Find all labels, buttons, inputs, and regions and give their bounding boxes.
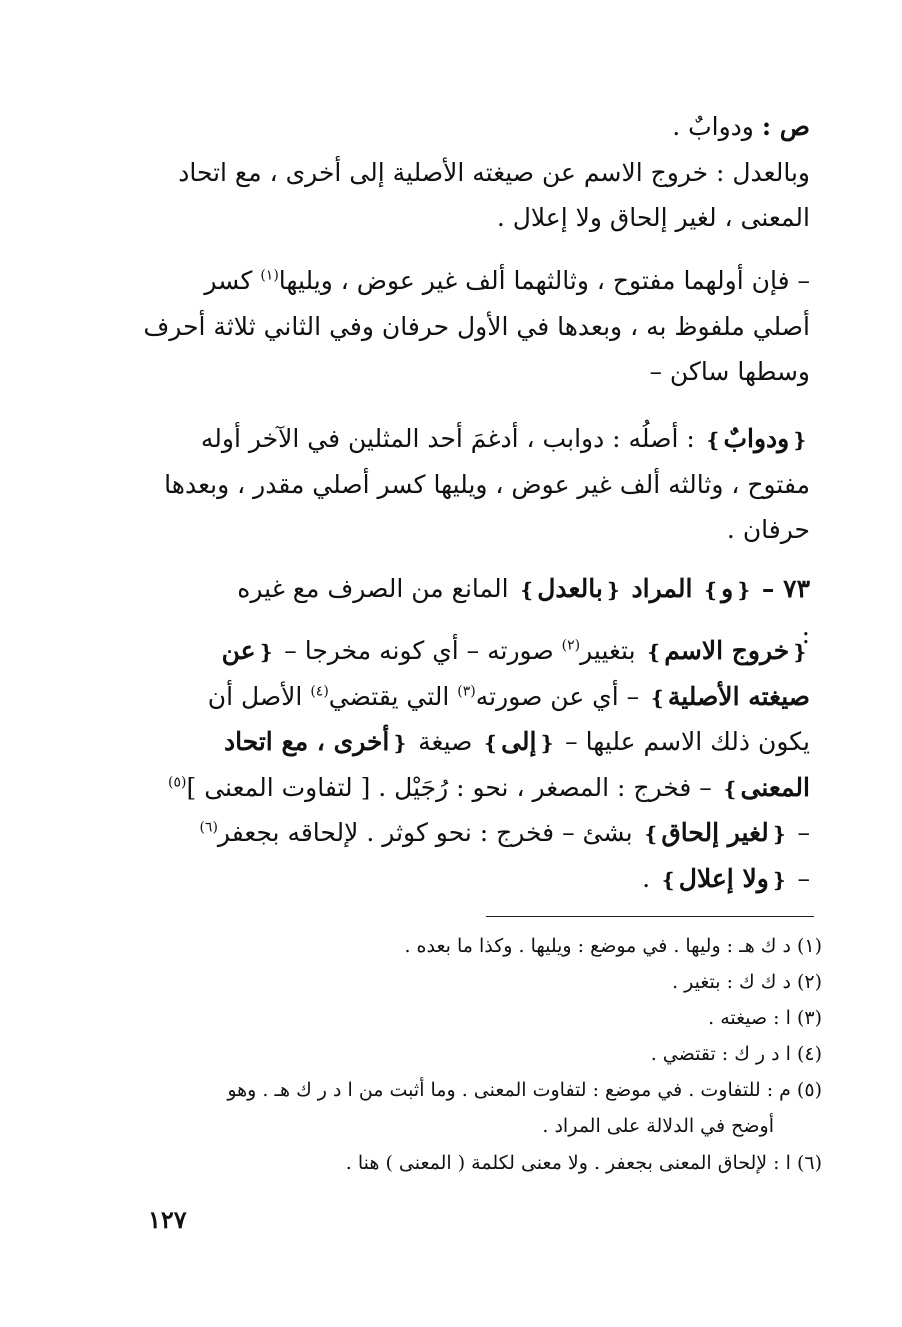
para3-line-1 <box>122 566 810 612</box>
matn-text-0: ودوابٌ . <box>672 112 754 141</box>
ornament-bracket-close: ❵ <box>645 640 663 664</box>
footnote-4: (٤) ا د ر ك : تقتضي . <box>650 1043 822 1066</box>
para4-text: صيغة <box>410 727 481 756</box>
para4-line-5 <box>122 810 810 856</box>
ornament-bracket-close: ❵ <box>518 578 536 602</box>
ornament-bracket-close: ❵ <box>704 428 722 452</box>
footnote-separator <box>486 916 814 917</box>
para4-text: . <box>642 863 659 893</box>
footnote-ref-3: (٣) <box>457 683 476 700</box>
quoted-word: ودوابٌ <box>723 424 790 453</box>
ornament-bracket-open: ❴ <box>391 731 409 755</box>
para4-line-4 <box>122 765 810 811</box>
para1-line-3: وسطها ساكن – <box>649 357 810 386</box>
ornament-bracket-open: ❴ <box>604 578 622 602</box>
quoted-phrase: عن <box>221 636 256 665</box>
ornament-bracket-open: ❴ <box>770 867 788 892</box>
para1-text: – فإن أولهما مفتوح ، وثالثهما ألف غير عوض ، ويليها <box>278 266 810 295</box>
ornament-bracket-open: ❴ <box>791 428 808 452</box>
ornament-bracket-close: ❵ <box>660 867 677 892</box>
para4-text: بتغيير <box>580 636 644 665</box>
quoted-word: و <box>721 574 734 603</box>
para1-line-1 <box>122 258 810 304</box>
commentary-paragraph-1 <box>122 258 810 395</box>
para4-text: – <box>789 818 810 847</box>
footnote-2: (٢) د ك ك : بتغير . <box>672 971 822 994</box>
ornament-bracket-close: ❵ <box>642 822 660 846</box>
matn-label: ص : <box>761 112 810 141</box>
footnotes <box>120 928 822 1181</box>
commentary-paragraph-4 <box>122 628 810 901</box>
quoted-word: بالعدل <box>537 574 603 603</box>
commentary-paragraph-2 <box>122 416 810 553</box>
quoted-phrase: خروج الاسم <box>664 636 790 665</box>
footnote-3: (٣) ا : صيغته . <box>708 1007 822 1030</box>
para4-text: يكون ذلك الاسم عليها – <box>557 727 810 756</box>
ornament-bracket-open: ❴ <box>538 731 556 755</box>
ornament-bracket-close: ❵ <box>482 731 500 755</box>
para4-line-1 <box>122 628 810 674</box>
ornament-bracket-open: ❴ <box>257 640 275 664</box>
matn-line-0 <box>122 104 810 150</box>
matn-line-2: المعنى ، لغير إلحاق ولا إعلال . <box>496 203 810 232</box>
footnote-5: (٥) م : للتفاوت . في موضع : لتفاوت المعنى . وما أثبت من ا د ر ك هـ . وهو <box>227 1079 822 1102</box>
para2-line-3: حرفان . <box>726 515 810 544</box>
para4-text: صورته – أي كونه مخرجا – <box>276 636 562 665</box>
footnote-ref-6: (٦) <box>199 819 218 836</box>
para1-text: كسر <box>204 266 261 295</box>
para4-line-6 <box>122 856 810 902</box>
footnote-ref-5: (٥) <box>168 774 187 791</box>
ornament-bracket-close: ❵ <box>702 578 720 602</box>
quoted-phrase: إلى <box>501 727 537 756</box>
para4-text: – <box>789 863 810 893</box>
footnote-ref-2: (٢) <box>561 637 581 654</box>
section-number: ٧٣ – <box>761 574 810 603</box>
footnote-ref-4: (٤) <box>310 683 329 700</box>
matn-block <box>122 104 810 241</box>
para4-text: الأصل أن <box>207 681 311 711</box>
para3-line-2: : <box>801 619 810 649</box>
para1-line-2: أصلي ملفوظ به ، وبعدها في الأول حرفان وفي الثاني ثلاثة أحرف <box>143 311 810 341</box>
para4-text: – أي عن صورته <box>475 681 648 711</box>
footnote-1: (١) د ك هـ : وليها . في موضع : ويليها . وكذا ما بعده . <box>404 935 822 957</box>
footnote-6: (٦) ا : لإلحاق المعنى بجعفر . ولا معنى لكلمة ( المعنى ) هنا . <box>345 1151 822 1174</box>
ornament-bracket-close: ❵ <box>721 776 739 801</box>
para2-line-2: مفتوح ، وثالثه ألف غير عوض ، ويليها كسر أصلي مقدر ، وبعدها <box>164 469 810 499</box>
ornament-bracket-close: ❵ <box>649 685 666 710</box>
footnote-5-continued: أوضح في الدلالة على المراد . <box>542 1115 774 1138</box>
quoted-phrase: لغير إلحاق <box>661 818 769 847</box>
para4-line-3 <box>122 719 810 765</box>
quoted-phrase: أخرى ، مع اتحاد <box>223 727 390 756</box>
para4-text: – فخرج : المصغر ، نحو : رُجَيْل . [ لتفاوت المعنى ] <box>186 772 720 802</box>
para3-text: المانع من الصرف مع غيره <box>237 574 517 603</box>
matn-line-1: وبالعدل : خروج الاسم عن صيغته الأصلية إلى أخرى ، مع اتحاد <box>178 157 810 187</box>
para2-text: : أصلُه : دوابب ، أدغمَ أحد المثلين في الآخر أوله <box>200 424 703 453</box>
ornament-bracket-open: ❴ <box>735 578 752 602</box>
para4-text: التي يقتضي <box>328 681 458 711</box>
ornament-bracket-open: ❴ <box>770 822 788 846</box>
footnote-ref-1: (١) <box>260 267 279 284</box>
page-number: ١٢٧ <box>148 1205 187 1234</box>
quoted-phrase: المعنى <box>740 772 810 802</box>
quoted-word: المراد <box>631 574 693 603</box>
para4-line-2 <box>122 674 810 720</box>
ornament-bracket-open: ❴ <box>791 640 808 664</box>
para4-text: بشئ – فخرج : نحو كوثر . لإلحاقه بجعفر <box>217 818 641 847</box>
quoted-phrase: ولا إعلال <box>678 863 769 893</box>
quoted-phrase: صيغته الأصلية <box>667 681 810 711</box>
para2-line-1 <box>122 416 810 462</box>
